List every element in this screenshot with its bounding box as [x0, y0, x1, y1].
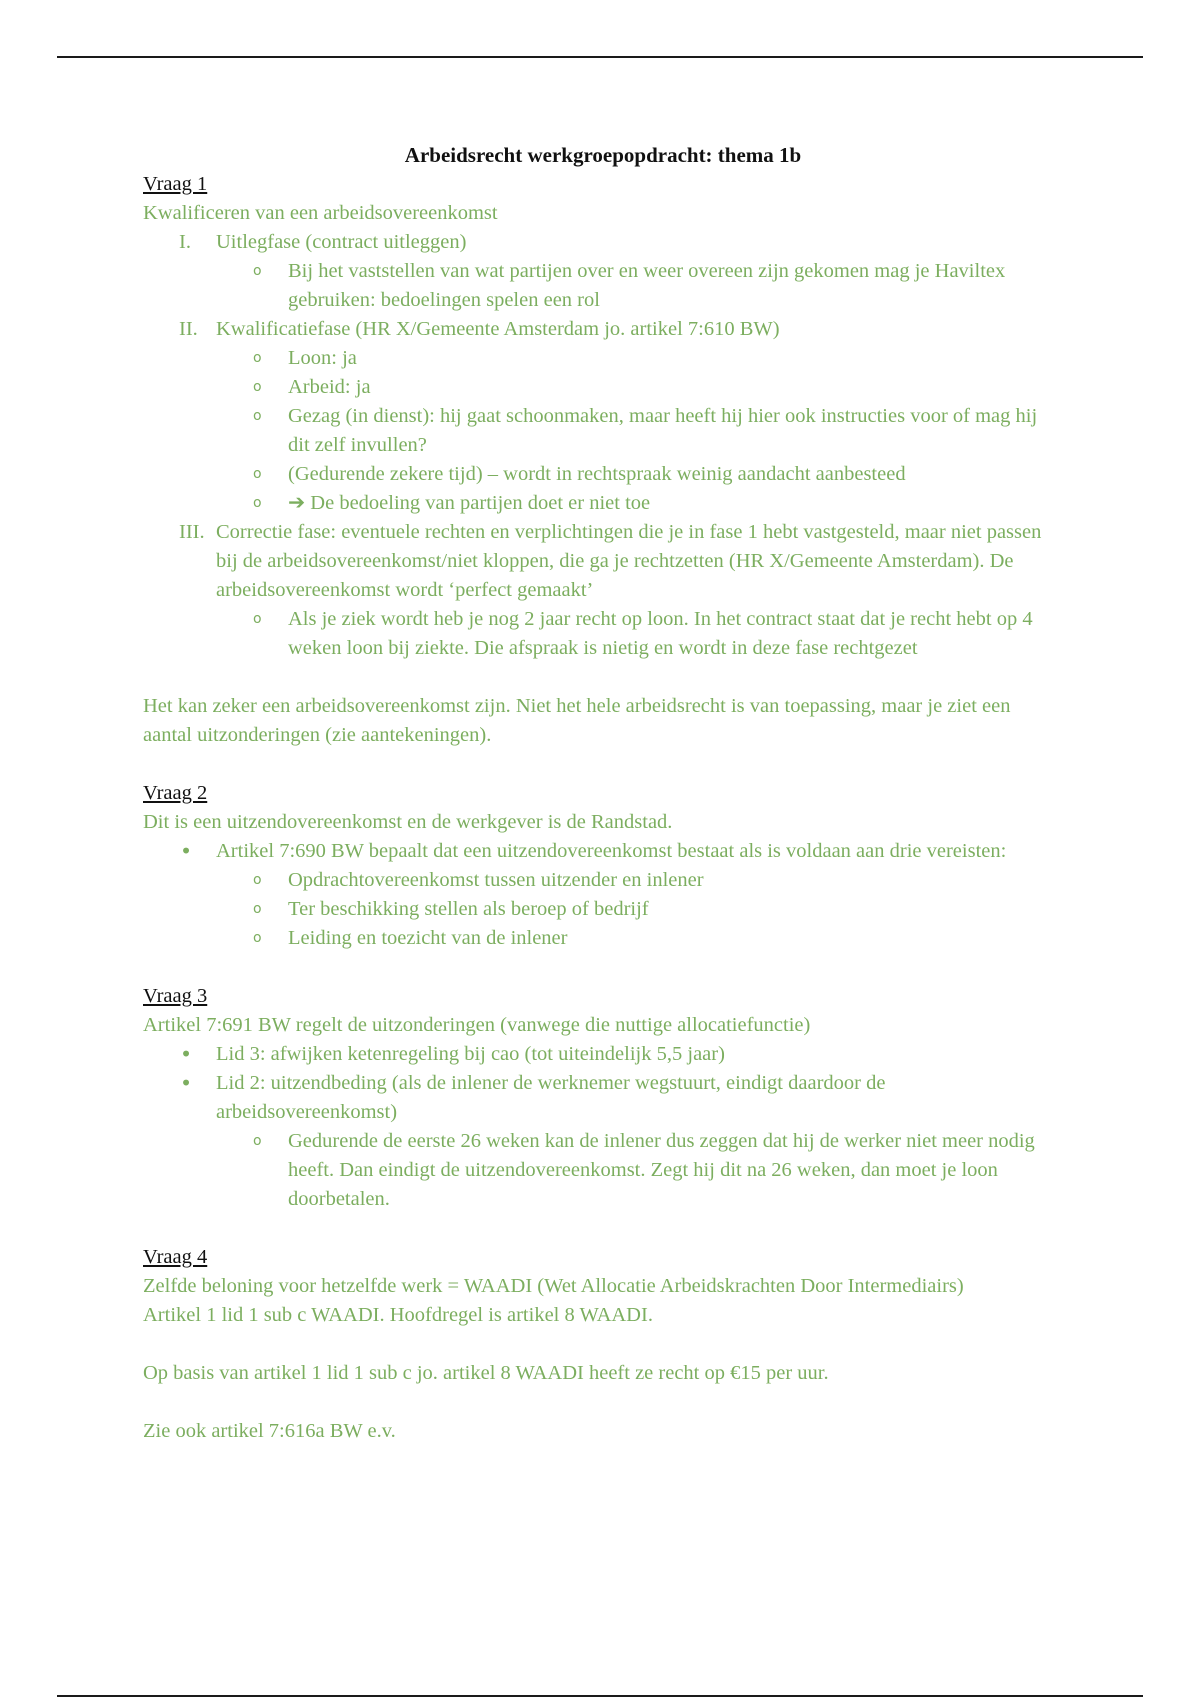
phase-2-text: Kwalificatiefase (HR X/Gemeente Amsterdam jo. artikel 7:610 BW): [216, 318, 780, 340]
phase-3-text: Correctie fase: eventuele rechten en verplichtingen die je in fase 1 hebt vastgesteld, maar niet passen bij de arbeidsovereenkomst/niet kloppen, die ga je rechtzetten (HR X/Gemeente Amsterdam). De arbeidsovereenkomst wordt ‘perfect gemaakt’: [216, 521, 1042, 601]
question-3-heading: Vraag 3: [143, 985, 208, 1007]
phase-2: [143, 315, 1063, 344]
question-4-line-3: Op basis van artikel 1 lid 1 sub c jo. artikel 8 WAADI heeft ze recht op €15 per uur.: [143, 1362, 829, 1384]
phase-2-item: Gezag (in dienst): hij gaat schoonmaken, maar heeft hij hier ook instructies voor of mag hij dit zelf invullen?: [288, 405, 1038, 456]
phase-2-item: (Gedurende zekere tijd) – wordt in rechtspraak weinig aandacht aanbesteed: [288, 463, 906, 485]
spacer: [143, 953, 1063, 982]
phase-3-item: Als je ziek wordt heb je nog 2 jaar recht op loon. In het contract staat dat je recht hebt op 4 weken loon bij ziekte. Die afspraak is nietig en wordt in deze fase rechtgezet: [288, 608, 1033, 659]
requirement-item: Leiding en toezicht van de inlener: [288, 927, 568, 949]
question-3-intro: Artikel 7:691 BW regelt de uitzonderingen (vanwege die nuttige allocatiefunctie): [143, 1014, 811, 1036]
phase-2-item: Arbeid: ja: [288, 376, 371, 398]
phase-2-item: Loon: ja: [288, 347, 357, 369]
list-item: [143, 460, 1063, 489]
phase-2-number: II.: [179, 318, 198, 340]
list-item: [143, 924, 1063, 953]
bullet-icon: •: [180, 1071, 193, 1095]
question-2-bullet: Artikel 7:690 BW bepaalt dat een uitzendovereenkomst bestaat als is voldaan aan drie vereisten:: [216, 840, 1007, 862]
circle-bullet-icon: o: [253, 466, 262, 482]
list-item: [143, 1069, 1063, 1127]
spacer: [143, 1330, 1063, 1359]
circle-bullet-icon: o: [253, 872, 262, 888]
spacer: [143, 1214, 1063, 1243]
question-3-bullet-1: Lid 3: afwijken ketenregeling bij cao (tot uiteindelijk 5,5 jaar): [216, 1043, 725, 1065]
header-rule: [57, 56, 1143, 58]
list-item: [143, 1040, 1063, 1069]
circle-bullet-icon: o: [253, 901, 262, 917]
question-4-line-4: Zie ook artikel 7:616a BW e.v.: [143, 1420, 396, 1442]
phase-1-text: Uitlegfase (contract uitleggen): [216, 231, 467, 253]
document-title: Arbeidsrecht werkgroepopdracht: thema 1b: [404, 143, 802, 167]
spacer: [143, 750, 1063, 779]
circle-bullet-icon: o: [253, 350, 262, 366]
circle-bullet-icon: o: [253, 408, 262, 424]
list-item: [143, 373, 1063, 402]
circle-bullet-icon: o: [253, 1133, 262, 1149]
spacer: [143, 663, 1063, 692]
document-body: [143, 141, 1063, 1446]
phase-3-number: III.: [179, 521, 205, 543]
list-item: [143, 402, 1063, 460]
circle-bullet-icon: o: [253, 611, 262, 627]
list-item: [143, 489, 1063, 518]
question-4-line-2: Artikel 1 lid 1 sub c WAADI. Hoofdregel is artikel 8 WAADI.: [143, 1304, 653, 1326]
question-1-conclusion: Het kan zeker een arbeidsovereenkomst zijn. Niet het hele arbeidsrecht is van toepassing, maar je ziet een aantal uitzonderingen (zie aantekeningen).: [143, 695, 1011, 746]
list-item: [143, 1127, 1063, 1214]
requirement-item: Opdrachtovereenkomst tussen uitzender en inlener: [288, 869, 704, 891]
spacer: [143, 1388, 1063, 1417]
question-3-item: Gedurende de eerste 26 weken kan de inlener dus zeggen dat hij de werker niet meer nodig heeft. Dan eindigt de uitzendovereenkomst. Zegt hij dit na 26 weken, dan moet je loon doorbetalen.: [288, 1130, 1035, 1210]
phase-1-number: I.: [179, 231, 191, 253]
list-item: [143, 257, 1063, 315]
circle-bullet-icon: o: [253, 495, 262, 511]
phase-2-item: ➔ De bedoeling van partijen doet er niet toe: [288, 492, 651, 514]
question-2-heading: Vraag 2: [143, 782, 208, 804]
list-item: [143, 605, 1063, 663]
circle-bullet-icon: o: [253, 263, 262, 279]
question-4-heading: Vraag 4: [143, 1246, 208, 1268]
question-2-intro: Dit is een uitzendovereenkomst en de werkgever is de Randstad.: [143, 811, 673, 833]
circle-bullet-icon: o: [253, 379, 262, 395]
bullet-icon: •: [180, 839, 193, 863]
bullet-icon: •: [180, 1042, 193, 1066]
list-item: [143, 895, 1063, 924]
footer-rule: [57, 1695, 1143, 1697]
list-item: [143, 866, 1063, 895]
phase-1: [143, 228, 1063, 257]
question-3-bullet-2: Lid 2: uitzendbeding (als de inlener de werknemer wegstuurt, eindigt daardoor de arbeidsovereenkomst): [216, 1072, 886, 1123]
phase-1-item: Bij het vaststellen van wat partijen over en weer overeen zijn gekomen mag je Haviltex gebruiken: bedoelingen spelen een rol: [288, 260, 1006, 311]
question-1-heading: Vraag 1: [143, 173, 208, 195]
question-1-intro: Kwalificeren van een arbeidsovereenkomst: [143, 202, 498, 224]
phase-3: [143, 518, 1063, 605]
question-4-line-1: Zelfde beloning voor hetzelfde werk = WAADI (Wet Allocatie Arbeidskrachten Door Intermediairs): [143, 1275, 964, 1297]
circle-bullet-icon: o: [253, 930, 262, 946]
requirement-item: Ter beschikking stellen als beroep of bedrijf: [288, 898, 649, 920]
list-item: [143, 344, 1063, 373]
list-item: [143, 837, 1063, 866]
